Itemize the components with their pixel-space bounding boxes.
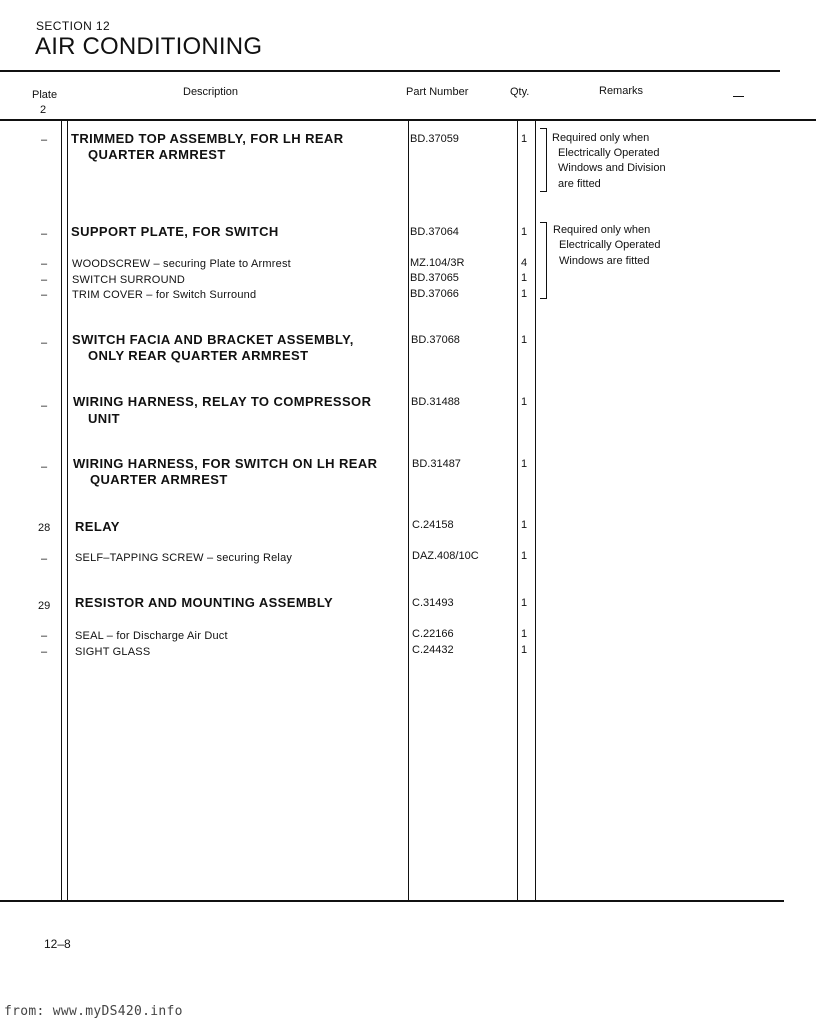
row-qty: 1 xyxy=(520,334,528,346)
bottom-rule xyxy=(0,900,784,902)
row-description-cont: QUARTER ARMREST xyxy=(88,147,226,162)
row-plate: – xyxy=(41,553,48,565)
row-plate: – xyxy=(41,134,48,146)
row-description: SUPPORT PLATE, FOR SWITCH xyxy=(71,224,279,239)
section-label: SECTION 12 xyxy=(36,19,111,33)
row-qty: 1 xyxy=(520,458,528,470)
row-description-cont: QUARTER ARMREST xyxy=(90,472,228,487)
row-description: TRIM COVER – for Switch Surround xyxy=(72,289,257,301)
remark-line: Required only when xyxy=(552,132,650,144)
row-part-number: C.31493 xyxy=(412,597,454,609)
row-plate: – xyxy=(41,400,48,412)
remark-line: Required only when xyxy=(553,224,651,236)
row-part-number: BD.37064 xyxy=(410,226,459,238)
row-qty: 1 xyxy=(520,226,528,238)
col-divider-plate xyxy=(61,121,62,901)
row-qty: 1 xyxy=(520,550,528,562)
row-part-number: BD.37059 xyxy=(410,133,459,145)
row-plate: – xyxy=(41,337,48,349)
remark-line: Windows and Division xyxy=(558,162,666,174)
page-number: 12–8 xyxy=(44,937,71,951)
row-plate: – xyxy=(41,274,48,286)
row-description: WOODSCREW – securing Plate to Armrest xyxy=(72,258,291,270)
col-divider-part xyxy=(408,121,409,901)
col-divider-plate-2 xyxy=(67,121,68,901)
remarks-bracket xyxy=(540,128,547,192)
row-description: SWITCH SURROUND xyxy=(72,274,185,286)
row-qty: 1 xyxy=(520,628,528,640)
col-divider-qty-right xyxy=(535,121,536,901)
top-rule xyxy=(0,70,780,72)
source-watermark: from: www.myDS420.info xyxy=(4,1004,183,1019)
remarks-bracket xyxy=(540,222,547,299)
row-description-cont: ONLY REAR QUARTER ARMREST xyxy=(88,348,309,363)
row-description: RESISTOR AND MOUNTING ASSEMBLY xyxy=(75,595,334,610)
row-description-cont: UNIT xyxy=(88,411,120,426)
remark-line: Electrically Operated xyxy=(559,239,661,251)
row-qty: 1 xyxy=(520,597,528,609)
row-qty: 4 xyxy=(520,257,528,269)
row-description: SIGHT GLASS xyxy=(75,646,151,658)
remark-line: are fitted xyxy=(558,178,601,190)
row-qty: 1 xyxy=(520,288,528,300)
row-part-number: BD.31488 xyxy=(411,396,460,408)
row-part-number: C.24158 xyxy=(412,519,454,531)
row-plate: – xyxy=(41,630,48,642)
row-description: SWITCH FACIA AND BRACKET ASSEMBLY, xyxy=(72,332,354,347)
row-qty: 1 xyxy=(520,644,528,656)
row-plate: – xyxy=(41,258,48,270)
row-plate: 28 xyxy=(38,522,51,534)
row-description: SELF–TAPPING SCREW – securing Relay xyxy=(75,552,293,564)
row-plate: 29 xyxy=(38,600,51,612)
row-description: TRIMMED TOP ASSEMBLY, FOR LH REAR xyxy=(71,131,344,146)
row-part-number: BD.37066 xyxy=(410,288,459,300)
header-description: Description xyxy=(183,86,239,98)
row-description: SEAL – for Discharge Air Duct xyxy=(75,630,228,642)
row-part-number: DAZ.408/10C xyxy=(412,550,479,562)
row-part-number: BD.31487 xyxy=(412,458,461,470)
row-plate: – xyxy=(41,461,48,473)
row-description: WIRING HARNESS, RELAY TO COMPRESSOR xyxy=(73,394,372,409)
row-plate: – xyxy=(41,228,48,240)
header-remarks: Remarks xyxy=(599,85,644,97)
row-part-number: BD.37065 xyxy=(410,272,459,284)
row-description: WIRING HARNESS, FOR SWITCH ON LH REAR xyxy=(73,456,378,471)
row-description: RELAY xyxy=(75,519,120,534)
row-plate: – xyxy=(41,289,48,301)
row-qty: 1 xyxy=(520,133,528,145)
remark-line: Electrically Operated xyxy=(558,147,660,159)
header-plate: Plate xyxy=(32,89,58,101)
page-title: AIR CONDITIONING xyxy=(35,33,263,60)
header-part-number: Part Number xyxy=(406,86,469,98)
row-plate: – xyxy=(41,646,48,658)
row-qty: 1 xyxy=(520,519,528,531)
header-plate-number: 2 xyxy=(40,104,47,116)
row-qty: 1 xyxy=(520,396,528,408)
dash-mark xyxy=(733,96,744,97)
row-part-number: MZ.104/3R xyxy=(410,257,465,269)
remark-line: Windows are fitted xyxy=(559,255,650,267)
row-part-number: C.22166 xyxy=(412,628,454,640)
header-qty: Qty. xyxy=(510,86,530,98)
row-part-number: BD.37068 xyxy=(411,334,460,346)
row-part-number: C.24432 xyxy=(412,644,454,656)
row-qty: 1 xyxy=(520,272,528,284)
